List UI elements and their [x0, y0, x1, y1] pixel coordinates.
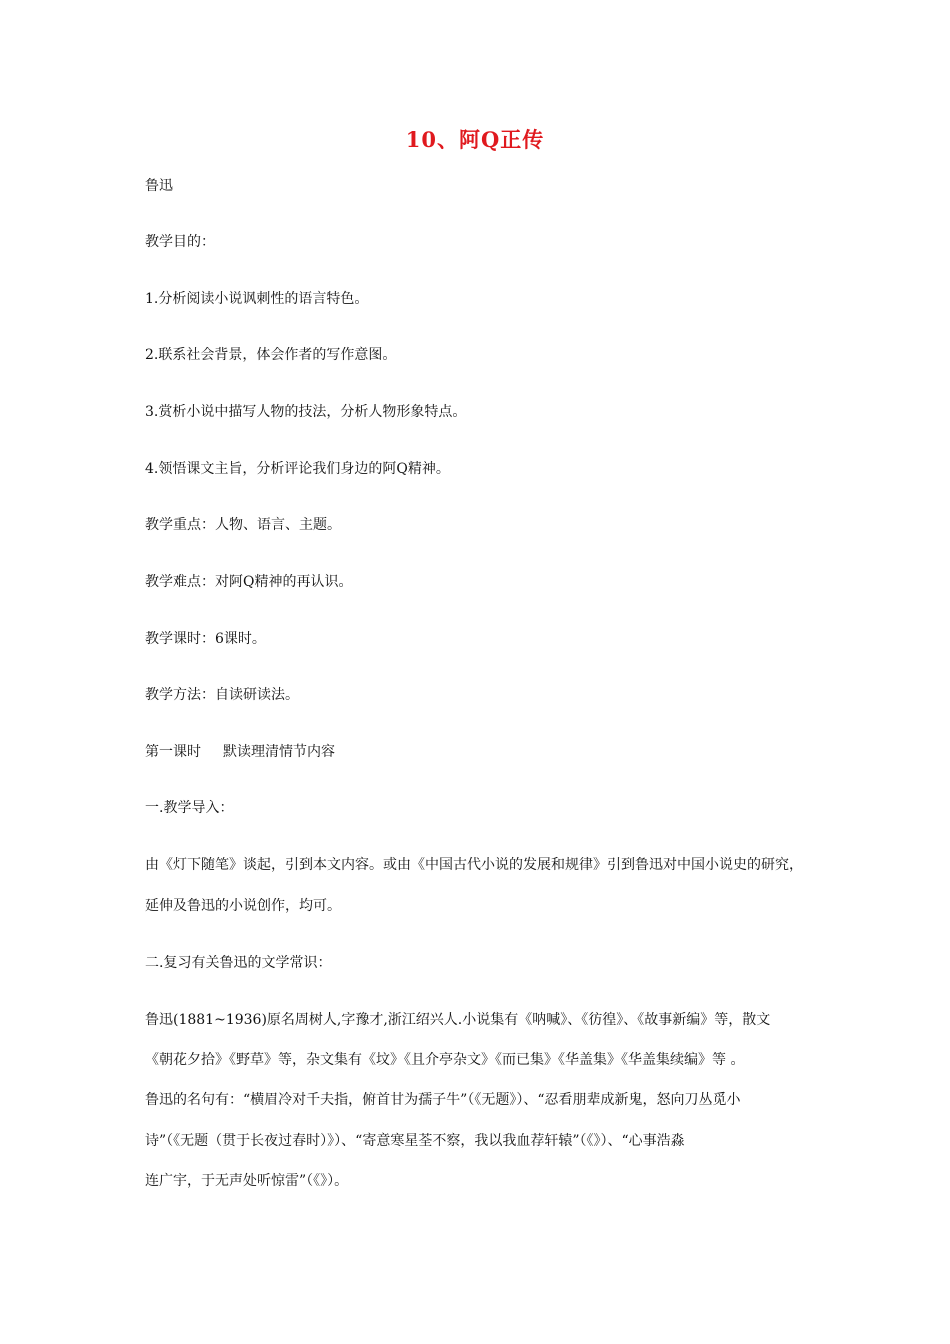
objective-item: 3.赏析小说中描写人物的技法，分析人物形象特点。 [145, 404, 467, 420]
paragraph-line: 鲁迅(1881~1936)原名周树人,字豫才,浙江绍兴人.小说集有《呐喊》、《彷徨》、《故事新编》等，散文 [145, 1012, 771, 1028]
paragraph-line: 《朝花夕拾》《野草》等，杂文集有《坟》《且介亭杂文》《而已集》《华盖集》《华盖集续编》等 。 [145, 1052, 745, 1068]
paragraph-line: 由《灯下随笔》谈起，引到本文内容。或由《中国古代小说的发展和规律》引到鲁迅对中国小说史的研究， [145, 857, 803, 873]
objective-item: 4.领悟课文主旨，分析评论我们身边的阿Q精神。 [145, 461, 450, 477]
section-heading: 二.复习有关鲁迅的文学常识： [145, 955, 332, 971]
paragraph-line: 延伸及鲁迅的小说创作，均可。 [145, 898, 341, 914]
document-title: 10、阿Q正传 [405, 127, 545, 152]
teaching-methods: 教学方法：自读研读法。 [145, 687, 299, 703]
lesson-topic: 默读理清情节内容 [223, 744, 335, 760]
class-hours: 教学课时：6课时。 [145, 631, 266, 647]
lesson-label: 第一课时 [145, 744, 201, 760]
author-name: 鲁迅 [145, 178, 173, 194]
lesson-heading [145, 742, 335, 762]
paragraph-line: 连广宇，于无声处听惊雷”（《》）。 [145, 1173, 349, 1189]
objective-item: 1.分析阅读小说讽刺性的语言特色。 [145, 291, 369, 307]
difficulties: 教学难点：对阿Q精神的再认识。 [145, 574, 353, 590]
key-points: 教学重点：人物、语言、主题。 [145, 517, 341, 533]
section-heading: 一.教学导入： [145, 800, 234, 816]
objective-item: 2.联系社会背景，体会作者的写作意图。 [145, 347, 397, 363]
paragraph-line: 诗”（《无题（贯于长夜过春时）》）、“寄意寒星荃不察，我以我血荐轩辕”（《》）、“心事浩淼 [145, 1133, 685, 1149]
objectives-heading: 教学目的： [145, 234, 215, 250]
paragraph-line: 鲁迅的名句有：“横眉冷对千夫指，俯首甘为孺子牛”（《无题》）、“忍看朋辈成新鬼，怒向刀丛觅小 [145, 1092, 741, 1108]
